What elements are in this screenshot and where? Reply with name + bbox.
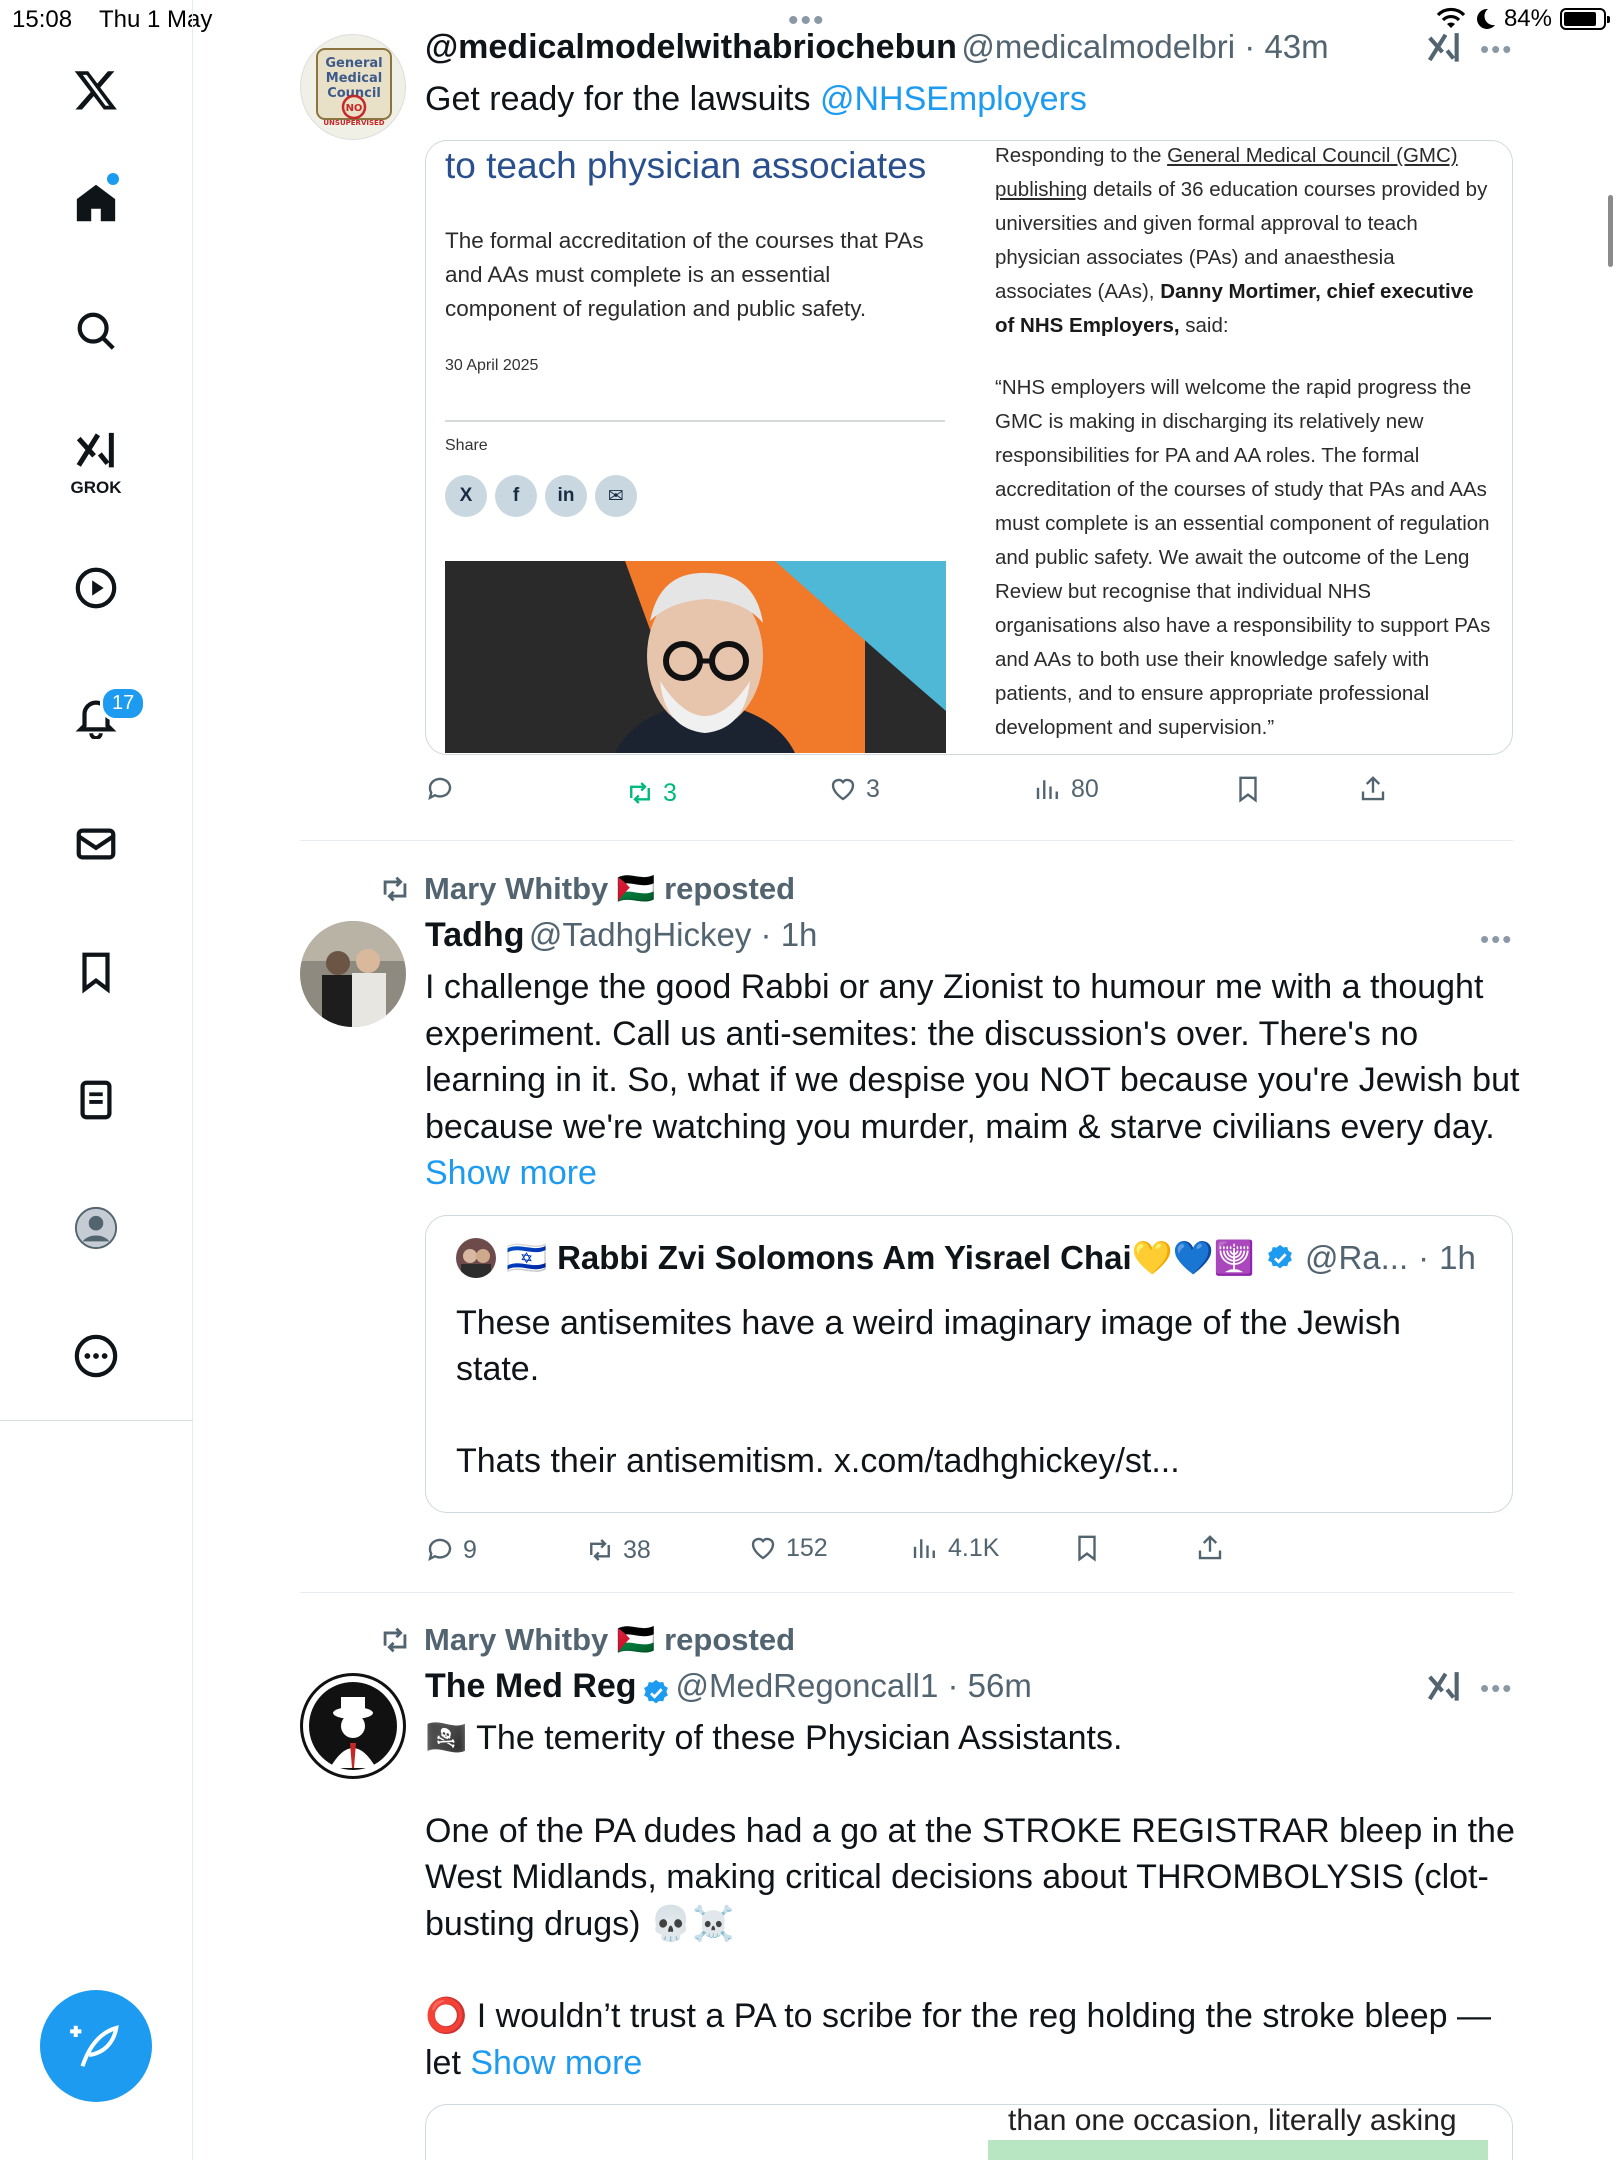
tweet3-media-text: than one occasion, literally asking [1008, 2104, 1457, 2137]
tweet-divider [300, 840, 1513, 841]
quote-text-line1: These antisemites have a weird imaginary image of the Jewish state. [456, 1304, 1401, 1388]
tweet2-quote-card[interactable] [425, 1215, 1513, 1513]
article-right-quote: “NHS employers will welcome the rapid progress the GMC is making in discharging its relatively new responsibilities for PA and AA roles. The formal accreditation of the courses of study that PAs and AAs must complete is an essential component of regulation and public safety. We await the outcome of the Leng Review but recognise that individual NHS organisations also have a responsibility to support PAs and AAs to both use their knowledge safely with patients, and to ensure appropriate professional development and supervision.” [995, 376, 1491, 739]
tweet1-handle[interactable]: @medicalmodelbri [961, 28, 1236, 65]
tweet2-repost-count: 38 [623, 1535, 651, 1564]
article-gmc-link[interactable]: General Medical Council (GMC) publishing [995, 144, 1458, 201]
reply-icon [425, 774, 455, 804]
article-right-intro3: said: [1179, 314, 1229, 337]
tweet2-repost-button[interactable] [585, 1535, 651, 1565]
tweet-divider [300, 1592, 1513, 1593]
tweet1-grok-icon[interactable] [1425, 30, 1463, 73]
grok-icon[interactable] [68, 424, 124, 480]
search-icon[interactable] [68, 303, 124, 359]
tweet3-avatar[interactable] [300, 1673, 406, 1779]
x-logo-icon[interactable] [68, 62, 124, 118]
tweet3-media-highlight [988, 2140, 1488, 2160]
quote-author-name[interactable]: Rabbi Zvi Solomons Am Yisrael Chai💛💙🕎 [557, 1238, 1255, 1276]
bookmark-icon [1233, 774, 1263, 804]
scrollbar-thumb[interactable] [1608, 195, 1613, 267]
share-icon [1358, 774, 1388, 804]
moon-icon [1474, 7, 1496, 31]
article-photo [445, 561, 946, 753]
heart-icon [828, 774, 858, 804]
compose-feather-icon [69, 2019, 123, 2073]
tweet1-text [425, 76, 1087, 123]
home-unread-dot [107, 173, 119, 185]
repost-icon [378, 1623, 412, 1657]
tweet3-repost-context[interactable] [378, 1621, 795, 1658]
tweet3-time[interactable]: 56m [967, 1667, 1032, 1704]
status-time: 15:08 [12, 6, 73, 33]
article-right-intro1: Responding to the [995, 144, 1168, 167]
bookmark-icon[interactable] [68, 944, 124, 1000]
notifications-badge: 17 [100, 686, 146, 721]
tweet3-reposted-by: Mary Whitby 🇵🇸 reposted [424, 1622, 796, 1657]
wifi-icon [1436, 7, 1466, 31]
avatar-text-2: Medical [325, 71, 383, 86]
battery-fill [1564, 12, 1596, 26]
tweet1-avatar[interactable] [300, 34, 406, 140]
tweet2-bookmark-button[interactable] [1072, 1533, 1102, 1563]
share-linkedin-button[interactable]: in [545, 475, 587, 517]
quote-time: 1h [1439, 1239, 1476, 1276]
share-email-button[interactable]: ✉ [595, 475, 637, 517]
article-right-intro2: details of 36 education courses provided by universities and given formal approval to teach physician associates (PAs) and anaesthesia associates (AAs), [995, 178, 1488, 303]
tweet3-line1: 🏴‍☠️ The temerity of these Physician Assistants. [425, 1719, 1123, 1757]
article-share-buttons [445, 475, 637, 517]
quote-flag: 🇮🇱 [506, 1238, 548, 1276]
tweet3-grok-icon[interactable] [1425, 1669, 1463, 1712]
tweet1-repost-button[interactable] [625, 778, 677, 808]
tweet2-more-icon[interactable]: ••• [1480, 924, 1514, 954]
article-title: to teach physician associates [445, 145, 927, 186]
heart-icon [748, 1533, 778, 1563]
status-indicators [1436, 5, 1606, 33]
gmc-badge-logo [301, 35, 406, 140]
tweet3-para2: One of the PA dudes had a go at the STROKE REGISTRAR bleep in the West Midlands, making critical decisions about THROMBOLYSIS (clot-busting drugs) 💀☠️ [425, 1811, 1515, 1943]
tweet3-handle[interactable]: @MedRegoncall1 [675, 1667, 939, 1704]
tweet1-bookmark-button[interactable] [1233, 774, 1263, 804]
tweet1-view-count: 80 [1071, 774, 1099, 803]
verified-badge-icon [1265, 1243, 1295, 1273]
share-facebook-button[interactable]: f [495, 475, 537, 517]
tweet1-author-name[interactable]: @medicalmodelwithabriochebun [425, 28, 957, 66]
sidebar-divider [0, 1420, 193, 1421]
tweet3-author-name[interactable]: The Med Reg [425, 1667, 637, 1705]
tweet2-handle[interactable]: @TadhgHickey [528, 916, 752, 953]
tweet2-share-button[interactable] [1195, 1533, 1225, 1563]
tweet3-more-icon[interactable]: ••• [1480, 1673, 1514, 1703]
tweet2-repost-context[interactable] [378, 870, 795, 907]
tweet1-like-button[interactable] [828, 774, 880, 804]
tweet1-header: @medicalmodelwithabriochebun @medicalmodelbri · 43m [425, 28, 1329, 66]
repost-icon [585, 1535, 615, 1565]
article-share-label: Share [445, 437, 488, 454]
sidebar [0, 0, 193, 2160]
lists-icon[interactable] [68, 1072, 124, 1128]
tweet3-para3: ⭕ I wouldn’t trust a PA to scribe for the reg holding the stroke bleep — let [425, 1997, 1492, 2082]
quote-handle[interactable]: @Ra... [1304, 1239, 1409, 1276]
tweet2-text-body: I challenge the good Rabbi or any Zionist to humour me with a thought experiment. Call us anti-semites: the discussion's over. There's no learning in it. So, what if we despise you NOT because you're Jewish but because we're watching you murder, maim & starve civilians every day. [425, 968, 1520, 1146]
tweet1-more-icon[interactable]: ••• [1480, 34, 1514, 64]
battery-percent: 84% [1503, 5, 1552, 32]
avatar-text-4: NO [345, 103, 363, 114]
tweet2-author-name[interactable]: Tadhg [425, 916, 525, 954]
status-date: Thu 1 May [99, 6, 213, 33]
battery-icon [1560, 8, 1606, 30]
multitasking-dots-icon[interactable]: ••• [788, 4, 826, 37]
tadhg-photo [300, 921, 406, 1027]
tweet3-show-more[interactable]: Show more [470, 2043, 643, 2082]
tweet3-header: The Med Reg @MedRegoncall1 · 56m [425, 1667, 1032, 1708]
tweet2-show-more[interactable]: Show more [425, 1154, 597, 1192]
tweet2-reply-button[interactable] [425, 1535, 477, 1565]
video-icon[interactable] [68, 560, 124, 616]
share-x-button[interactable]: X [445, 475, 487, 517]
tweet1-time[interactable]: 43m [1264, 28, 1329, 65]
quote-text-line2: Thats their antisemitism. x.com/tadhghickey/st... [456, 1442, 1180, 1480]
tweet1-views-button[interactable] [1033, 774, 1099, 804]
quote-avatar[interactable] [456, 1238, 496, 1278]
article-quote-column [995, 139, 1495, 745]
tweet2-like-count: 152 [786, 1533, 828, 1562]
article-right-bold: Danny Mortimer, chief executive of NHS Employers, [995, 280, 1474, 337]
avatar-text-1: General [325, 56, 383, 71]
tweet2-time[interactable]: 1h [780, 916, 818, 953]
bookmark-icon [1072, 1533, 1102, 1563]
tweet1-share-button[interactable] [1358, 774, 1388, 804]
tweet3-text [425, 1715, 1515, 2086]
tweet2-view-count: 4.1K [948, 1533, 1000, 1562]
verified-badge-icon [641, 1678, 671, 1708]
profile-icon[interactable] [68, 1200, 124, 1256]
views-icon [910, 1533, 940, 1563]
mail-icon[interactable] [68, 816, 124, 872]
tweet1-like-count: 3 [866, 774, 880, 803]
tweet1-mention-link[interactable]: @NHSEmployers [819, 80, 1087, 118]
tweet2-header: Tadhg @TadhgHickey · 1h [425, 916, 818, 954]
quote-header: 🇮🇱 Rabbi Zvi Solomons Am Yisrael Chai💛💙🕎 @Ra... · 1h [456, 1238, 1482, 1278]
article-divider [445, 420, 945, 422]
share-icon [1195, 1533, 1225, 1563]
tweet2-avatar[interactable] [300, 921, 406, 1027]
more-icon[interactable] [68, 1328, 124, 1384]
tweet2-text [425, 964, 1520, 1197]
tweet1-text-body: Get ready for the lawsuits [425, 80, 820, 118]
grok-label: GROK [70, 478, 122, 497]
repost-icon [378, 872, 412, 906]
avatar-text-5: UNSUPERVISED [323, 119, 385, 127]
repost-icon [625, 778, 655, 808]
tweet1-reply-button[interactable] [425, 774, 463, 804]
compose-button[interactable] [40, 1990, 152, 2102]
tweet2-like-button[interactable] [748, 1533, 828, 1563]
anonymous-emblem [300, 1673, 406, 1779]
tweet1-repost-count: 3 [663, 778, 677, 807]
tweet2-reposted-by: Mary Whitby 🇵🇸 reposted [424, 871, 796, 906]
article-date: 30 April 2025 [445, 357, 539, 374]
views-icon [1033, 774, 1063, 804]
avatar-text-3: Council [327, 86, 381, 101]
reply-icon [425, 1535, 455, 1565]
article-summary: The formal accreditation of the courses that PAs and AAs must complete is an essential component of regulation and public safety. [445, 228, 924, 321]
tweet2-reply-count: 9 [463, 1535, 477, 1564]
tweet2-views-button[interactable] [910, 1533, 999, 1563]
